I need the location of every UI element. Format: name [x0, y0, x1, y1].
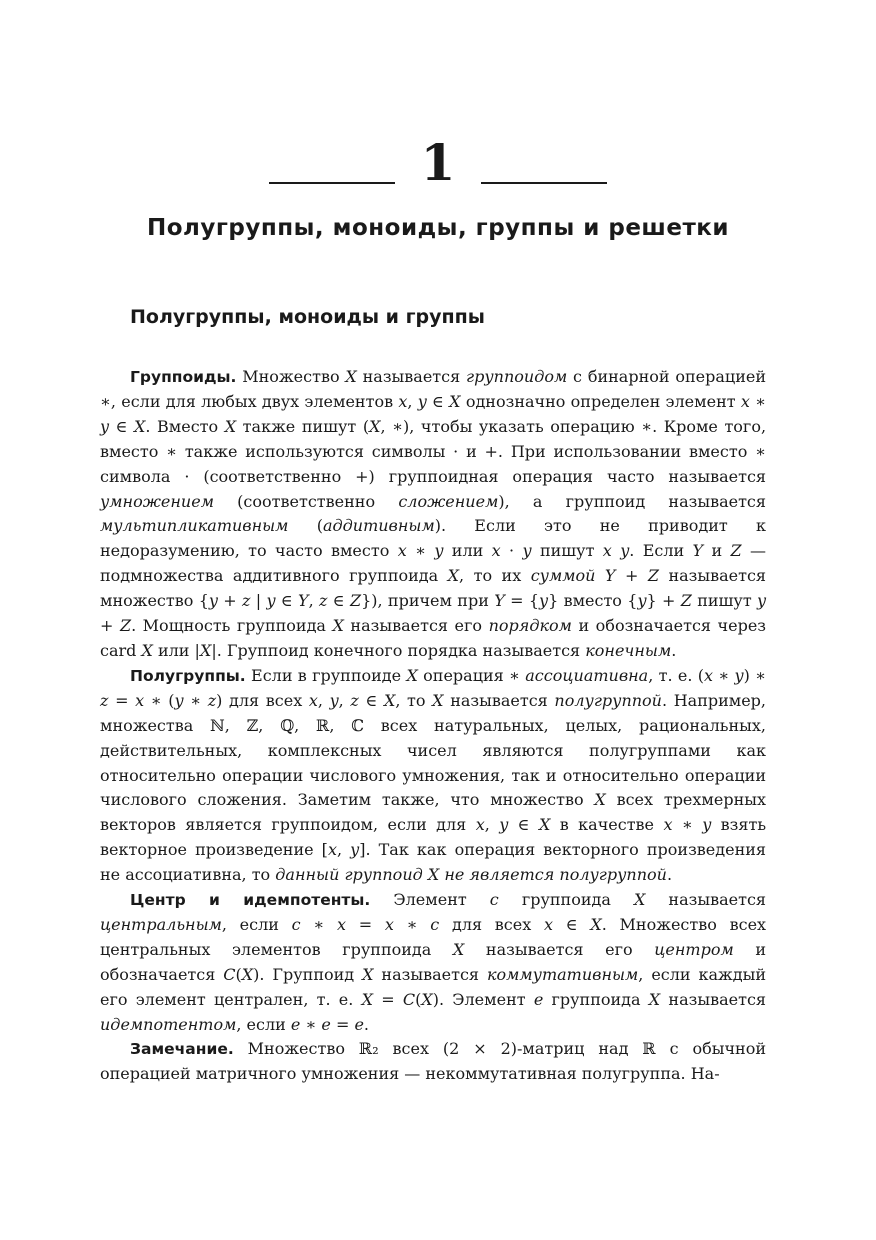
- italic-run: X: [345, 367, 357, 386]
- text-run: (: [235, 964, 242, 984]
- text-run: или: [443, 541, 492, 561]
- text-run: ). Группоид: [253, 964, 363, 984]
- text-run: (соответственно: [213, 491, 399, 511]
- italic-run: y: [266, 591, 276, 611]
- italic-run: y: [417, 391, 427, 411]
- italic-run: z: [207, 690, 217, 710]
- italic-run: X: [141, 640, 153, 660]
- italic-run: X: [362, 964, 374, 984]
- text-run: ) для всех: [216, 690, 309, 710]
- text-run: , то: [395, 690, 433, 710]
- italic-run: x: [544, 914, 554, 934]
- text-run: называется его: [464, 939, 655, 959]
- text-run: (: [415, 989, 422, 1009]
- text-run: ,: [336, 840, 351, 860]
- text-run: в качестве: [550, 815, 664, 835]
- italic-run: Z: [349, 591, 362, 611]
- italic-run: y: [329, 690, 339, 710]
- text-run: и обозначается через card: [100, 616, 767, 660]
- italic-run: e: [533, 989, 544, 1009]
- italic-run: X: [447, 566, 460, 586]
- italic-run: порядком: [488, 616, 572, 636]
- text-run: Множество: [236, 367, 346, 386]
- italic-run: X: [590, 914, 602, 934]
- italic-run: Y: [604, 566, 616, 586]
- italic-run: x: [740, 391, 750, 411]
- text-run: ,: [338, 690, 351, 710]
- text-run: называется: [443, 690, 555, 710]
- paragraph-text: [100, 890, 766, 1034]
- text-run: +: [100, 616, 120, 636]
- text-run: ). Элемент: [432, 989, 534, 1009]
- italic-run: y: [702, 815, 712, 835]
- italic-run: X: [432, 690, 444, 710]
- chapter-heading: [0, 133, 876, 192]
- text-run: однозначно определен элемент: [460, 391, 741, 411]
- text-run: ) ∗: [743, 665, 767, 685]
- text-run: . Множество всех центральных элементов группоида: [100, 914, 767, 959]
- left-rule: [269, 182, 395, 184]
- text-run: , если каждый его элемент централен, т. е.: [100, 964, 767, 1009]
- italic-run: C: [402, 989, 416, 1009]
- text-run: операция ∗: [417, 665, 526, 685]
- text-run: , если: [221, 914, 292, 934]
- italic-run: центром: [654, 939, 734, 959]
- text-run: =: [346, 914, 385, 934]
- text-run: [595, 566, 604, 585]
- right-rule: [481, 182, 607, 184]
- italic-run: y: [499, 815, 509, 835]
- text-run: ∗: [300, 1014, 322, 1034]
- italic-run: z: [100, 690, 109, 710]
- italic-run: данный группоид X не является полугруппой: [275, 865, 667, 885]
- italic-run: аддитивным: [322, 516, 435, 536]
- italic-run: X: [134, 416, 146, 436]
- italic-run: Y: [494, 591, 505, 611]
- italic-run: y: [434, 541, 444, 561]
- paragraph-text: [100, 666, 766, 884]
- text-run: . Например, множества ℕ, ℤ, ℚ, ℝ, ℂ всех натуральных, целых, рациональных, действительных, комплексных чисел являются полугруппами как относительно операции числового умножения, так и относительно операции числового сложения. Заметим также, что множество: [100, 690, 767, 810]
- italic-run: Z: [730, 541, 742, 561]
- text-run: +: [615, 566, 648, 586]
- italic-run: x: [135, 690, 145, 710]
- text-run: и: [703, 541, 731, 561]
- italic-run: e: [354, 1014, 364, 1034]
- text-run: пишут: [531, 541, 603, 561]
- italic-run: c: [430, 914, 440, 934]
- paragraph-center-idempotents: [100, 888, 766, 1037]
- paragraph-heading: Группоиды.: [130, 368, 237, 386]
- text-run: для всех: [439, 914, 544, 934]
- paragraph-semigroups: [100, 664, 766, 888]
- text-run: . Мощность группоида: [131, 616, 333, 636]
- text-run: ]. Так как операция векторного произведения не ассоциативна, то: [100, 840, 767, 885]
- italic-run: y: [208, 591, 218, 611]
- italic-run: Z: [119, 616, 132, 636]
- text-run: .: [363, 1014, 370, 1034]
- text-run: =: [330, 1014, 355, 1034]
- italic-run: x: [398, 391, 408, 411]
- text-run: или |: [152, 640, 200, 660]
- text-run: ∗ (: [144, 690, 175, 710]
- italic-run: мультипликативным: [100, 516, 289, 536]
- italic-run: центральным: [100, 914, 222, 934]
- text-run: называется его: [343, 616, 489, 636]
- text-run: ∈: [553, 914, 591, 934]
- italic-run: Y: [692, 541, 704, 561]
- text-run: — подмножества аддитивного группоида: [100, 541, 767, 586]
- text-run: называется: [645, 890, 766, 910]
- text-run: .: [666, 865, 673, 885]
- italic-run: X: [361, 989, 373, 1009]
- text-run: ∈: [109, 416, 135, 436]
- text-run: . Вместо: [145, 416, 225, 436]
- section-title: Полугруппы, моноиды и группы: [130, 306, 485, 328]
- text-run: +: [217, 591, 242, 611]
- paragraph-heading: Замечание.: [130, 1040, 234, 1059]
- text-run: = {: [504, 591, 540, 611]
- italic-run: C: [223, 964, 236, 984]
- italic-run: x: [663, 815, 673, 835]
- text-run: называется: [373, 964, 487, 984]
- italic-run: X: [421, 989, 433, 1009]
- text-run: ). Если это не приводит к недоразумению, то часто вместо: [100, 516, 766, 561]
- text-run: ), а группоид называется: [498, 491, 766, 511]
- italic-run: x: [327, 840, 337, 860]
- italic-run: y: [174, 690, 184, 710]
- italic-run: группоидом: [466, 367, 568, 386]
- text-run: , то их: [459, 566, 531, 586]
- italic-run: Z: [680, 591, 692, 611]
- text-run: ∗: [713, 665, 735, 685]
- italic-run: X: [224, 416, 237, 436]
- text-run: .: [671, 640, 677, 660]
- italic-run: конечным: [585, 640, 672, 660]
- text-run: называется: [356, 367, 467, 386]
- text-run: ∗: [300, 914, 337, 934]
- paragraph-heading: Центр и идемпотенты.: [130, 891, 371, 910]
- italic-run: y: [734, 665, 744, 685]
- text-run: , если: [236, 1014, 291, 1034]
- chapter-title: Полугруппы, моноиды, группы и решетки: [146, 215, 730, 241]
- text-run: называется: [660, 989, 766, 1009]
- italic-run: X: [199, 640, 212, 660]
- italic-run: X: [449, 391, 461, 411]
- text-run: ,: [308, 591, 320, 611]
- text-run: всех трехмерных векторов является группоидом, если для: [100, 790, 766, 835]
- text-run: |: [250, 591, 267, 611]
- italic-run: e: [290, 1014, 301, 1034]
- text-run: ∗: [406, 541, 435, 561]
- italic-run: Y: [298, 591, 309, 611]
- italic-run: сложением: [398, 491, 499, 511]
- text-run: } +: [646, 591, 681, 611]
- text-run: (: [288, 516, 323, 536]
- chapter-number-row: [0, 133, 876, 192]
- italic-run: X: [383, 690, 396, 710]
- text-run: Элемент: [370, 890, 490, 910]
- italic-run: x: [491, 541, 501, 561]
- italic-run: X: [452, 939, 465, 959]
- text-run: пишут: [691, 591, 757, 611]
- text-run: ∗: [393, 914, 431, 934]
- text-run: с бинарной операцией ∗, если для любых двух элементов: [100, 367, 766, 411]
- italic-run: y: [757, 591, 767, 611]
- text-run: ∈: [358, 690, 384, 710]
- text-run: и обозначается: [100, 939, 766, 984]
- italic-run: z: [350, 690, 359, 710]
- italic-run: y: [100, 416, 110, 436]
- text-run: ·: [500, 541, 523, 561]
- italic-run: z: [319, 591, 328, 611]
- text-run: также пишут (: [236, 416, 370, 436]
- italic-run: y: [539, 591, 549, 611]
- italic-run: y: [522, 541, 532, 561]
- italic-run: c: [291, 914, 301, 934]
- italic-run: x: [384, 914, 394, 934]
- text-run: }), причем при: [361, 591, 495, 611]
- italic-run: x y: [602, 541, 630, 561]
- paragraph-groupoids: [100, 365, 766, 664]
- italic-run: c: [489, 890, 499, 910]
- text-run: ,: [484, 815, 500, 835]
- italic-run: Z: [647, 566, 659, 586]
- italic-run: e: [321, 1014, 331, 1034]
- italic-run: z: [242, 591, 251, 611]
- paragraph-text: [100, 367, 766, 660]
- italic-run: идемпотентом: [100, 1014, 237, 1034]
- text-run: |. Группоид конечного порядка называется: [211, 640, 586, 660]
- chapter-number: 1: [420, 133, 456, 192]
- italic-run: X: [369, 416, 381, 436]
- text-run: Если в группоиде: [245, 665, 407, 685]
- italic-run: x: [308, 690, 318, 710]
- italic-run: y: [637, 591, 647, 611]
- text-run: ∗: [749, 391, 767, 411]
- paragraph-remark: [100, 1037, 766, 1087]
- paragraph-heading: Полугруппы.: [130, 666, 246, 685]
- italic-run: X: [648, 989, 661, 1009]
- text-run: группоида: [498, 890, 634, 910]
- italic-run: суммой: [530, 566, 596, 586]
- text-run: ∗: [183, 690, 208, 710]
- italic-run: x: [397, 541, 407, 561]
- text-run: ∗: [672, 815, 703, 835]
- text-run: называется множество {: [100, 566, 767, 611]
- text-run: =: [372, 989, 403, 1009]
- italic-run: ассоциативна: [525, 665, 649, 685]
- text-run: . Если: [629, 541, 693, 561]
- italic-run: y: [350, 840, 360, 860]
- text-run: ∈: [508, 815, 539, 835]
- text-run: , ∗), чтобы указать операцию ∗. Кроме того, вместо ∗ также используются символы · и +. При использовании вместо ∗ символа · (соответственно +) группоидная операция часто называется: [100, 416, 767, 486]
- italic-run: X: [406, 665, 418, 685]
- italic-run: X: [633, 890, 646, 910]
- italic-run: умножением: [100, 491, 214, 511]
- italic-run: полугруппой: [554, 690, 662, 710]
- italic-run: x: [336, 914, 347, 934]
- text-run: ∈: [275, 591, 299, 611]
- text-run: Множество ℝ₂ всех (2 × 2)-матриц над ℝ с обычной операцией матричного умножения — некоммутативная полугруппа. На-: [100, 1039, 766, 1084]
- text-run: } вместо {: [548, 591, 638, 611]
- italic-run: X: [332, 616, 344, 636]
- italic-run: X: [594, 790, 606, 810]
- text-run: =: [108, 690, 136, 710]
- text-run: ∈: [327, 591, 350, 611]
- italic-run: x: [475, 815, 485, 835]
- italic-run: X: [241, 964, 254, 984]
- text-run: , т. е. (: [648, 665, 704, 685]
- italic-run: коммутативным: [486, 964, 639, 984]
- italic-run: X: [538, 815, 551, 835]
- text-run: взять векторное произведение [: [100, 815, 767, 860]
- text-run: ∈: [426, 391, 450, 411]
- text-run: ,: [317, 690, 330, 710]
- body-text: [100, 365, 766, 1087]
- text-run: группоида: [543, 989, 649, 1009]
- italic-run: x: [704, 665, 714, 685]
- text-run: ,: [407, 391, 418, 411]
